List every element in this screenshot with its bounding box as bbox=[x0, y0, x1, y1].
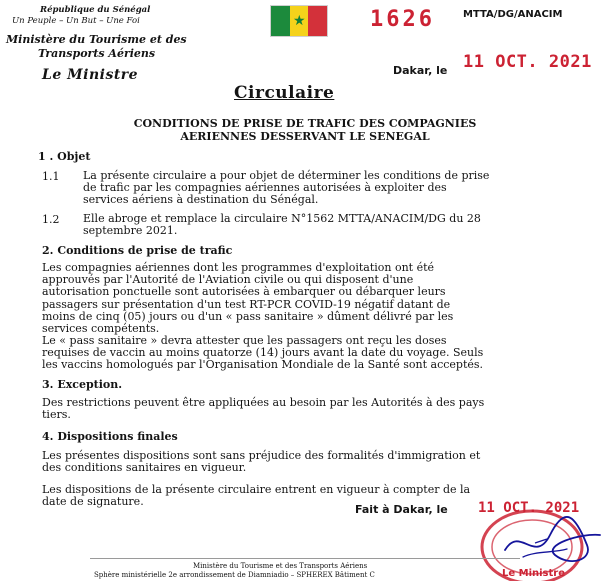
signature-place: Fait à Dakar, le bbox=[355, 503, 448, 516]
text-line: services aériens à destination du Sénégal. bbox=[83, 193, 319, 207]
section-2-paragraph-1 bbox=[42, 262, 591, 335]
seal-text: Le Ministre bbox=[502, 568, 566, 579]
text-line: Elle abroge et remplace la circulaire N°1562 MTTA/ANACIM/DG du 28 bbox=[83, 212, 481, 225]
footer-line-1: Ministère du Tourisme et des Transports Aériens bbox=[193, 562, 368, 570]
section-3-heading: 3. Exception. bbox=[42, 378, 123, 391]
flag-stripe-red bbox=[308, 6, 327, 36]
text-line: Les dispositions de la présente circulaire entrent en vigueur à compter de la bbox=[42, 483, 471, 496]
section-2-heading: 2. Conditions de prise de trafic bbox=[42, 244, 233, 257]
item-1-1-number: 1.1 bbox=[42, 170, 60, 183]
text-line: moins de cinq (05) jours ou d'un « pass sanitaire » dûment délivré par les bbox=[42, 309, 454, 323]
document-title: Circulaire bbox=[234, 83, 335, 103]
flag-stripe-green bbox=[271, 6, 290, 36]
ministry-name-line1: Ministère du Tourisme et des bbox=[6, 33, 187, 46]
senegal-flag bbox=[270, 5, 328, 37]
text-line: autorisation ponctuelle sont autorisées à embarquer ou débarquer leurs bbox=[42, 285, 446, 299]
text-line: Des restrictions peuvent être appliquées au besoin par les Autorités à des pays bbox=[42, 396, 485, 409]
national-motto: Un Peuple – Un But – Une Foi bbox=[12, 16, 140, 26]
signatory-title: Le Ministre bbox=[42, 67, 139, 83]
star-icon: ★ bbox=[293, 13, 306, 29]
text-line: requises de vaccin au moins quatorze (14) jours avant la date du voyage. Seuls bbox=[42, 346, 484, 360]
text-line: services compétents. bbox=[42, 322, 160, 336]
section-1-heading: 1 . Objet bbox=[38, 150, 91, 163]
section-4-paragraph-1 bbox=[42, 450, 591, 474]
section-2-paragraph-2 bbox=[42, 335, 591, 372]
text-line: Les compagnies aériennes dont les programmes d'exploitation ont été bbox=[42, 261, 435, 274]
signature-date-stamp: 11 OCT. 2021 bbox=[478, 500, 580, 516]
handwritten-signature bbox=[495, 505, 610, 581]
text-line: de trafic par les compagnies aériennes autorisées à exploiter des bbox=[83, 181, 447, 195]
footer-divider bbox=[90, 558, 520, 559]
item-1-2-text bbox=[83, 213, 591, 237]
date-label: Dakar, le bbox=[393, 64, 448, 77]
text-line: septembre 2021. bbox=[83, 224, 178, 238]
text-line: La présente circulaire a pour objet de déterminer les conditions de prise bbox=[83, 169, 490, 182]
section-4-heading: 4. Dispositions finales bbox=[42, 430, 178, 443]
text-line: date de signature. bbox=[42, 495, 144, 509]
document-subject bbox=[20, 117, 590, 143]
reference-number-stamp: 1626 bbox=[370, 7, 435, 32]
item-1-1-text bbox=[83, 170, 591, 207]
text-line: les vaccins homologués par l'Organisation Mondiale de la Santé sont acceptés. bbox=[42, 358, 484, 372]
subject-line-2: AERIENNES DESSERVANT LE SENEGAL bbox=[180, 130, 430, 143]
item-1-2-number: 1.2 bbox=[42, 213, 60, 226]
text-line: tiers. bbox=[42, 408, 71, 422]
text-line: approuvés par l'Autorité de l'Aviation civile ou qui disposent d'une bbox=[42, 273, 414, 287]
text-line: Le « pass sanitaire » devra attester que les passagers ont reçu les doses bbox=[42, 334, 447, 347]
republic-name: République du Sénégal bbox=[40, 5, 151, 15]
ministry-name-line2: Transports Aériens bbox=[38, 47, 156, 60]
subject-line-1: CONDITIONS DE PRISE DE TRAFIC DES COMPAGNIES bbox=[133, 117, 477, 130]
reference-code: MTTA/DG/ANACIM bbox=[463, 9, 563, 20]
footer-line-2: Sphère ministérielle 2e arrondissement de Diamniadio – SPHEREX Bâtiment C bbox=[94, 571, 375, 579]
text-line: des conditions sanitaires en vigueur. bbox=[42, 461, 247, 475]
date-stamp: 11 OCT. 2021 bbox=[463, 52, 592, 72]
section-3-paragraph bbox=[42, 397, 591, 421]
text-line: passagers sur présentation d'un test RT-PCR COVID-19 négatif datant de bbox=[42, 297, 451, 311]
text-line: Les présentes dispositions sont sans préjudice des formalités d'immigration et bbox=[42, 449, 481, 462]
